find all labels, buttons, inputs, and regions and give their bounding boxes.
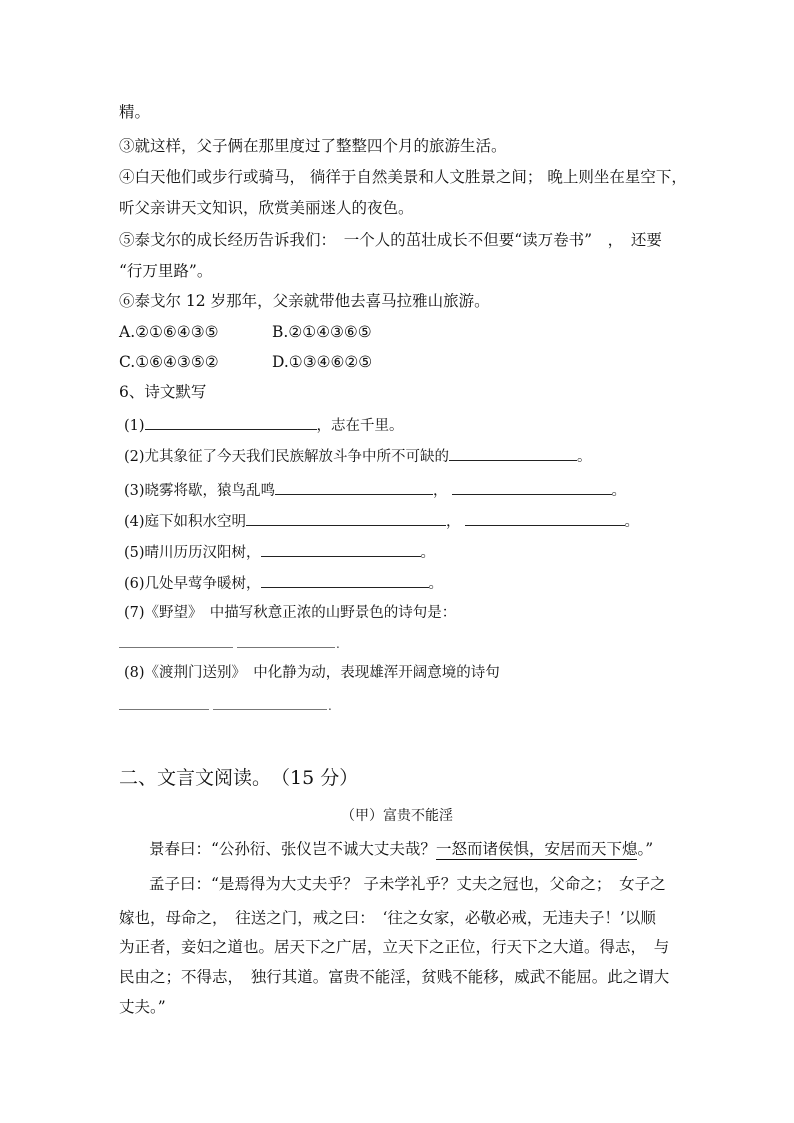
text-line: ⑥泰戈尔 12 岁那年，父亲就带他去喜马拉雅山旅游。 bbox=[119, 292, 490, 310]
option-b: B.②①④③⑥⑤ bbox=[272, 323, 372, 341]
passage-line: 丈夫。” bbox=[119, 998, 166, 1016]
option-d: D.①③④⑥②⑤ bbox=[272, 353, 373, 371]
passage-line: 孟子曰：“是焉得为大丈夫乎？ 子未学礼乎？丈夫之冠也，父命之； 女子之 bbox=[149, 875, 666, 893]
passage-line: 民由之；不得志， 独行其道。富贵不能淫，贫贱不能移，威武不能屈。此之谓大 bbox=[119, 968, 670, 986]
text-line: 精。 bbox=[119, 103, 151, 121]
answer-blank[interactable] bbox=[449, 445, 577, 461]
option-a: A.②①⑥④③⑤ bbox=[119, 323, 219, 341]
answer-blank[interactable] bbox=[261, 572, 429, 588]
punctuation-dot: . bbox=[336, 637, 340, 651]
recite-item-7: (7)《野望》 中描写秋意正浓的山野景色的诗句是： bbox=[124, 605, 457, 621]
punctuation-dot: . bbox=[328, 699, 332, 713]
recite-item-5: (5)晴川历历汉阳树， 。 bbox=[124, 541, 435, 563]
passage-paragraph-1: 景春曰：“公孙衍、张仪岂不诚大丈夫哉？一怒而诸侯惧，安居而天下熄。” bbox=[149, 840, 654, 858]
text-line: “行万里路”。 bbox=[119, 262, 213, 280]
passage-line: 为正者，妾妇之道也。居天下之广居，立天下之正位，行天下之大道。得志， 与 bbox=[119, 938, 670, 956]
text-line: ④白天他们或步行或骑马， 徜徉于自然美景和人文胜景之间； 晚上则坐在星空下， bbox=[119, 168, 687, 186]
underlined-sentence: 一怒而诸侯惧，安居而天下熄 bbox=[435, 840, 638, 858]
answer-blank[interactable] bbox=[237, 647, 335, 648]
recite-item-6: (6)几处早莺争暖树， 。 bbox=[124, 572, 443, 594]
question-6-title: 6、诗文默写 bbox=[119, 383, 207, 401]
answer-blank[interactable] bbox=[119, 647, 233, 648]
text-line: ⑤泰戈尔的成长经历告诉我们： 一个人的茁壮成长不但要“读万卷书” ， 还要 bbox=[119, 231, 662, 249]
answer-blank[interactable] bbox=[246, 510, 446, 526]
answer-blank[interactable] bbox=[261, 541, 421, 557]
answer-blank[interactable] bbox=[275, 479, 433, 495]
section-heading: 二、文言文阅读。 （15 分） bbox=[119, 767, 359, 789]
recite-item-8: (8)《渡荆门送别》 中化静为动，表现雄浑开阔意境的诗句 bbox=[124, 665, 500, 681]
answer-blank[interactable] bbox=[452, 479, 612, 495]
option-c: C.①⑥④③⑤② bbox=[119, 353, 219, 371]
passage-title: （甲）富贵不能淫 bbox=[341, 808, 453, 824]
text-line: 听父亲讲天文知识，欣赏美丽迷人的夜色。 bbox=[119, 199, 414, 217]
answer-blank[interactable] bbox=[145, 414, 317, 430]
recite-item-1: (1) ，志在千里。 bbox=[124, 414, 404, 436]
answer-blank[interactable] bbox=[119, 709, 209, 710]
recite-item-4: (4)庭下如积水空明 ， 。 bbox=[124, 510, 639, 532]
answer-blank[interactable] bbox=[465, 510, 625, 526]
answer-blank[interactable] bbox=[213, 709, 327, 710]
text-line: ③就这样，父子俩在那里度过了整整四个月的旅游生活。 bbox=[119, 137, 507, 155]
recite-item-3: (3)晓雾将歇，猿鸟乱鸣 ， 。 bbox=[124, 479, 626, 501]
recite-item-2: (2)尤其象征了今天我们民族解放斗争中所不可缺的 。 bbox=[124, 445, 592, 467]
passage-line: 嫁也，母命之， 往送之门，戒之曰： ‘往之女家，必敬必戒，无违夫子！’以顺 bbox=[119, 909, 656, 927]
